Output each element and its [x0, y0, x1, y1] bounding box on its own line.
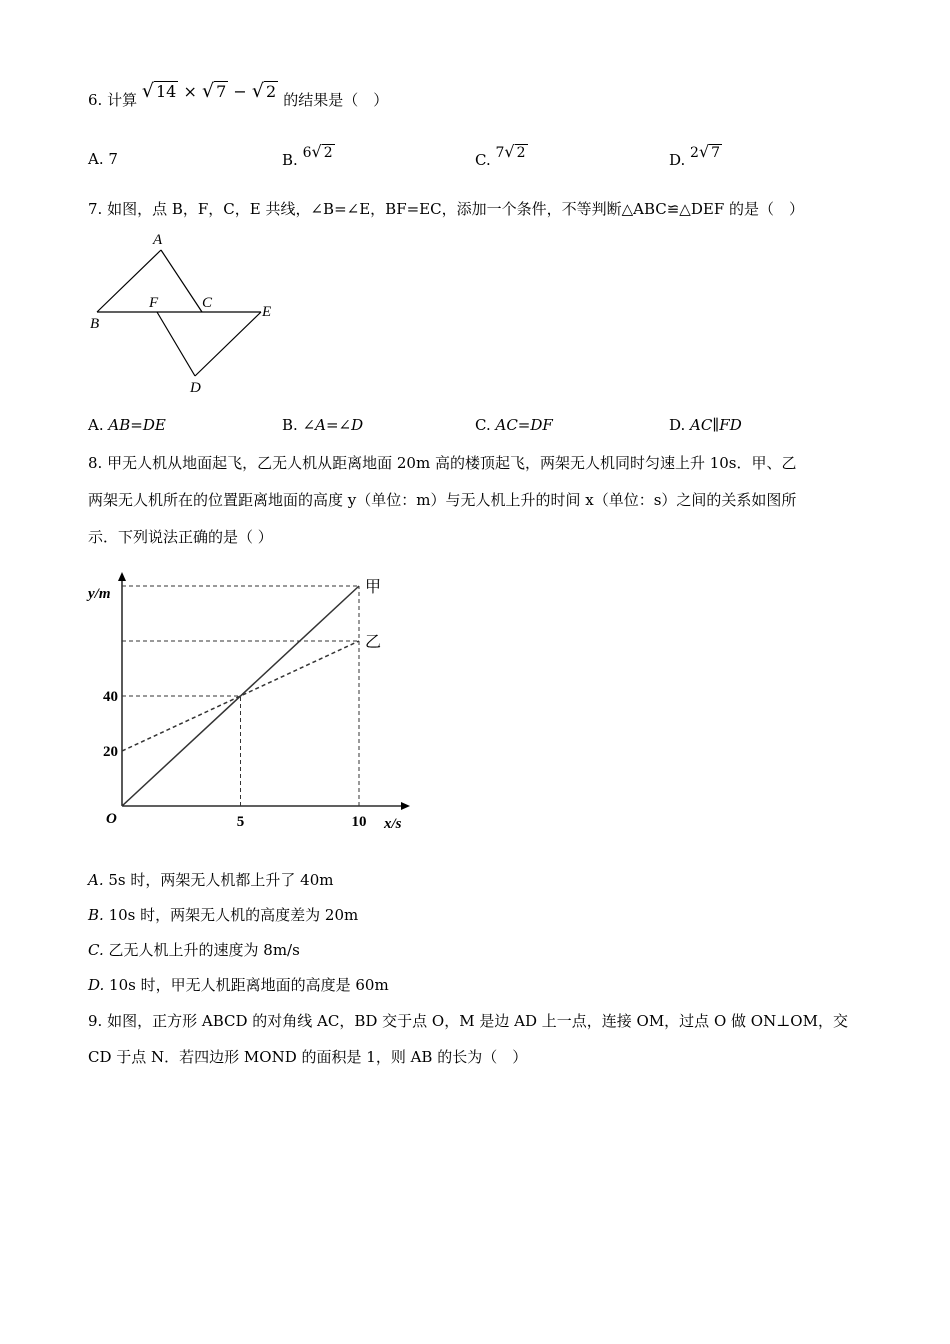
y-axis-arrow: [118, 572, 126, 581]
q9-line-1: 9. 如图，正方形 ABCD 的对角线 AC，BD 交于点 O，M 是边 AD 上一点，连接 OM，过点 O 做 ON⊥OM，交: [88, 1012, 848, 1030]
q7-figure: [85, 230, 285, 395]
q8-option-c[interactable]: C. 乙无人机上升的速度为 8m/s: [88, 941, 300, 959]
q6-option-c[interactable]: C. 7√ 2: [475, 142, 526, 169]
q8-option-b[interactable]: B. 10s 时，两架无人机的高度差为 20m: [88, 906, 359, 924]
x-tick-10: 10: [351, 814, 367, 830]
q7-label-f: F: [149, 295, 159, 311]
q7-label-d: D: [190, 380, 201, 395]
q8-option-d[interactable]: D. 10s 时，甲无人机距离地面的高度是 60m: [88, 976, 389, 994]
x-axis-label: x/s: [384, 816, 402, 832]
q7-number: 7.: [88, 200, 103, 218]
q9-number: 9.: [88, 1012, 103, 1030]
q9-line-2: CD 于点 N．若四边形 MOND 的面积是 1，则 AB 的长为（ ）: [88, 1048, 528, 1066]
series-label-jia: 甲: [365, 579, 382, 596]
q8-line-3: 示．下列说法正确的是（ ）: [88, 528, 273, 546]
y-tick-20: 20: [103, 744, 118, 760]
q8-number: 8.: [88, 454, 103, 472]
q7-option-d[interactable]: D. AC∥FD: [669, 416, 742, 434]
q6-radicand-2: 7: [216, 82, 227, 101]
q7-option-c[interactable]: C. AC=DF: [475, 416, 553, 434]
q7-label-c: C: [202, 295, 213, 311]
q6-number: 6.: [88, 91, 103, 109]
q7-option-a[interactable]: A. AB=DE: [88, 416, 166, 434]
q6-stem-suffix: 的结果是（ ）: [283, 91, 389, 109]
q6-op-minus: −: [233, 82, 247, 101]
series-label-yi: 乙: [365, 634, 382, 651]
q8-chart: [80, 568, 425, 838]
q7-label-e: E: [262, 304, 272, 320]
q7-label-b: B: [90, 316, 100, 332]
q6-option-d[interactable]: D. 2√ 7: [669, 142, 721, 169]
q6-stem-prefix: 计算: [107, 91, 138, 109]
q7-option-b[interactable]: B. ∠A=∠D: [282, 416, 364, 434]
q8-option-a[interactable]: A. 5s 时，两架无人机都上升了 40m: [88, 871, 334, 889]
q6-op-times: ×: [183, 82, 197, 101]
y-axis-label: y/m: [88, 586, 111, 602]
q6-option-a[interactable]: A. 7: [88, 150, 118, 168]
q7-stem: [88, 198, 804, 219]
q8-line-2: 两架无人机所在的位置距离地面的高度 y（单位：m）与无人机上升的时间 x（单位：s）之间的关系如图所: [88, 491, 797, 509]
q6-stem: [88, 80, 389, 110]
q6-radicand-3: 2: [265, 82, 277, 101]
x-tick-5: 5: [236, 814, 245, 830]
q7-stem-text: 如图，点 B，F，C，E 共线，∠B=∠E，BF=EC，添加一个条件，不等判断△ABC≌△DEF 的是（ ）: [107, 200, 804, 218]
origin-label: O: [106, 811, 117, 827]
q7-label-a: A: [153, 232, 163, 248]
q6-radicand-1: 14: [156, 82, 177, 101]
q8-line-1: 8. 甲无人机从地面起飞，乙无人机从距离地面 20m 高的楼顶起飞，两架无人机同时匀速上升 10s．甲、乙: [88, 454, 797, 472]
q6-option-b[interactable]: B. 6√ 2: [282, 142, 333, 169]
q6-expression: √ 14 × √ 7 − √ 2: [141, 80, 277, 102]
y-tick-40: 40: [103, 689, 118, 705]
x-axis-arrow: [401, 802, 410, 810]
